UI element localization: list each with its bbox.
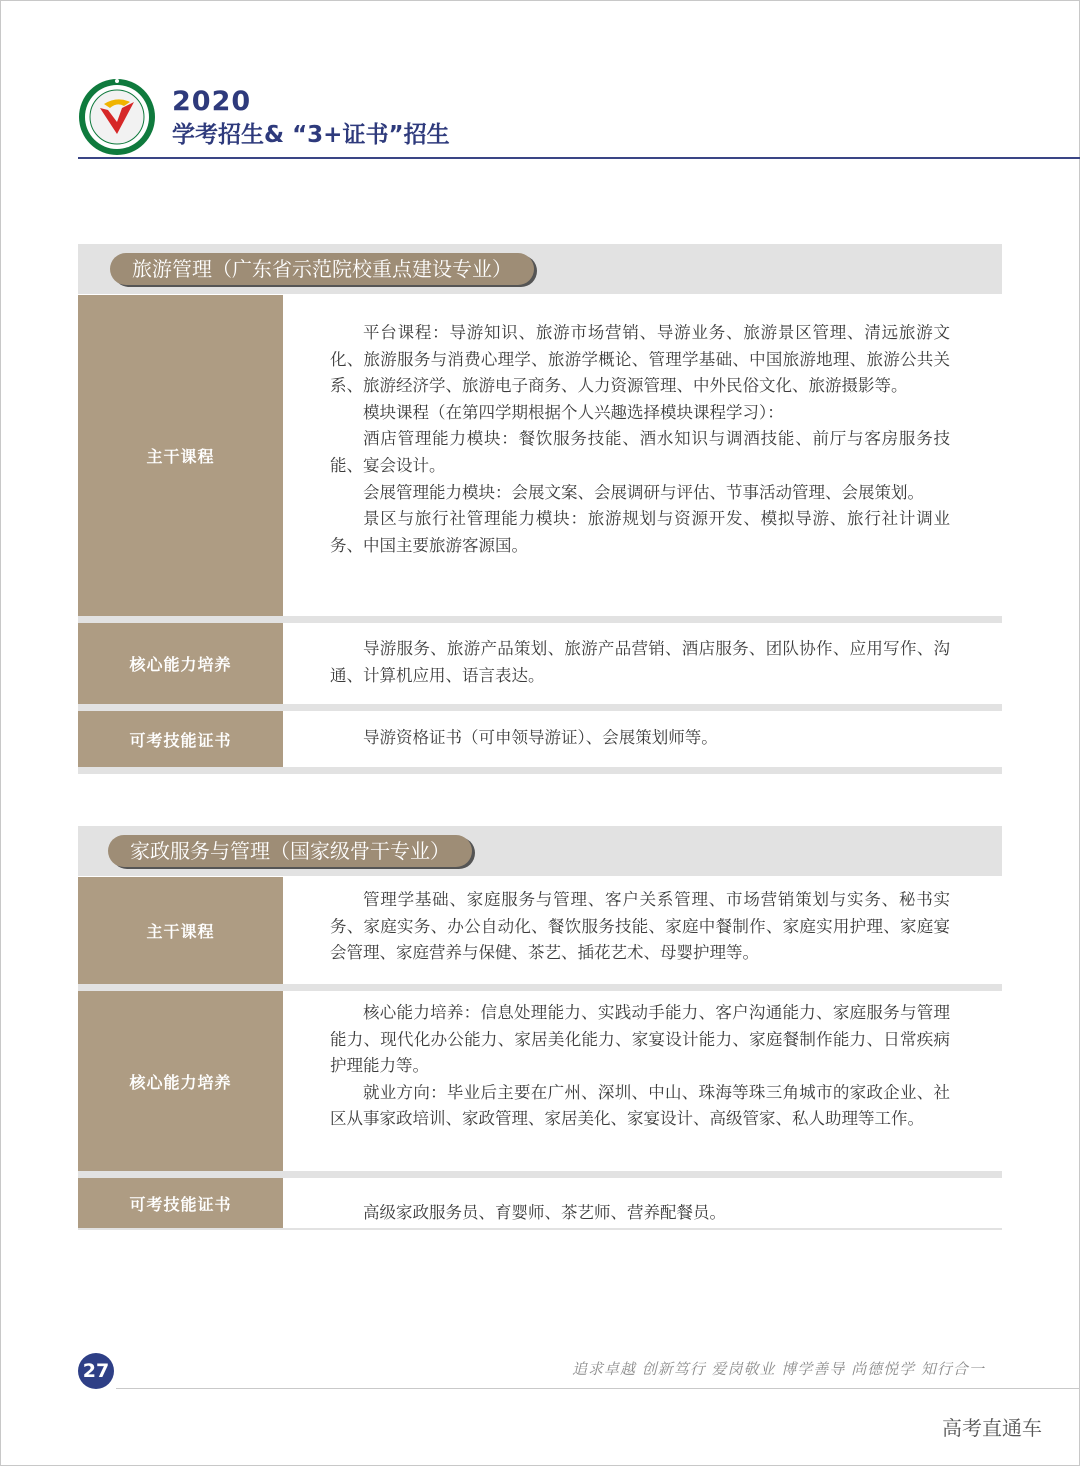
row-certificates <box>78 711 1002 767</box>
row-label: 核心能力培养 <box>78 991 283 1171</box>
row-core-abilities <box>78 623 1002 704</box>
row-label: 主干课程 <box>78 295 283 616</box>
row-separator <box>78 616 1002 623</box>
section-title-tab: 家政服务与管理（国家级骨干专业） <box>108 835 472 867</box>
paragraph: 景区与旅行社管理能力模块：旅游规划与资源开发、模拟导游、旅行社计调业务、中国主要旅游客源国。 <box>330 509 950 555</box>
row-certificates <box>78 1178 1002 1228</box>
paragraph: 高级家政服务员、育婴师、茶艺师、营养配餐员。 <box>363 1203 726 1222</box>
header-year: 2020 <box>172 86 252 117</box>
paragraph: 就业方向：毕业后主要在广州、深圳、中山、珠海等珠三角城市的家政企业、社区从事家政培训、家政管理、家居美化、家宴设计、高级管家、私人助理等工作。 <box>330 1082 950 1129</box>
row-label: 可考技能证书 <box>78 711 283 767</box>
paragraph: 模块课程（在第四学期根据个人兴趣选择模块课程学习）： <box>363 402 784 422</box>
row-body <box>330 636 950 689</box>
row-label: 可考技能证书 <box>78 1178 283 1228</box>
section-header-domestic <box>78 826 1002 876</box>
row-label: 核心能力培养 <box>78 623 283 704</box>
footer-divider <box>116 1388 1080 1389</box>
paragraph: 管理学基础、家庭服务与管理、客户关系管理、市场营销策划与实务、秘书实务、家庭实务、办公自动化、餐饮服务技能、家庭中餐制作、家庭实用护理、家庭宴会管理、家庭营养与保健、茶艺、插花艺术、母婴护理等。 <box>330 890 950 963</box>
paragraph: 导游资格证书（可申领导游证）、会展策划师等。 <box>363 728 718 747</box>
paragraph: 会展管理能力模块：会展文案、会展调研与评估、节事活动管理、会展策划。 <box>363 482 924 502</box>
watermark: 高考直通车 <box>942 1416 1042 1440</box>
header-title: 学考招生& “3+证书”招生 <box>172 122 450 148</box>
row-body <box>330 320 950 559</box>
row-separator <box>78 1228 1002 1230</box>
row-separator <box>78 984 1002 991</box>
school-logo-icon <box>78 78 156 156</box>
paragraph: 酒店管理能力模块：餐饮服务技能、酒水知识与调酒技能、前厅与客房服务技能、宴会设计。 <box>330 429 950 475</box>
row-core-abilities <box>78 991 1002 1171</box>
page-number: 27 <box>78 1353 114 1389</box>
row-main-courses <box>78 877 1002 984</box>
row-body <box>330 725 950 752</box>
row-body <box>330 1000 950 1133</box>
row-main-courses <box>78 295 1002 616</box>
row-body <box>330 1200 950 1227</box>
row-separator <box>78 767 1002 774</box>
row-body <box>330 887 950 967</box>
paragraph: 平台课程：导游知识、旅游市场营销、导游业务、旅游景区管理、清远旅游文化、旅游服务与消费心理学、旅游学概论、管理学基础、中国旅游地理、旅游公共关系、旅游经济学、旅游电子商务、人力资源管理、中外民俗文化、旅游摄影等。 <box>330 323 950 396</box>
row-separator <box>78 704 1002 711</box>
footer-motto: 追求卓越 创新笃行 爱岗敬业 博学善导 尚德悦学 知行合一 <box>572 1360 985 1378</box>
section-header-tourism <box>78 244 1002 294</box>
section-title-tab: 旅游管理（广东省示范院校重点建设专业） <box>110 253 534 285</box>
paragraph: 核心能力培养：信息处理能力、实践动手能力、客户沟通能力、家庭服务与管理能力、现代化办公能力、家居美化能力、家宴设计能力、家庭餐制作能力、日常疾病护理能力等。 <box>330 1003 950 1076</box>
row-label: 主干课程 <box>78 877 283 984</box>
header-divider <box>78 157 1080 159</box>
row-separator <box>78 1171 1002 1178</box>
paragraph: 导游服务、旅游产品策划、旅游产品营销、酒店服务、团队协作、应用写作、沟通、计算机应用、语言表达。 <box>330 639 950 685</box>
